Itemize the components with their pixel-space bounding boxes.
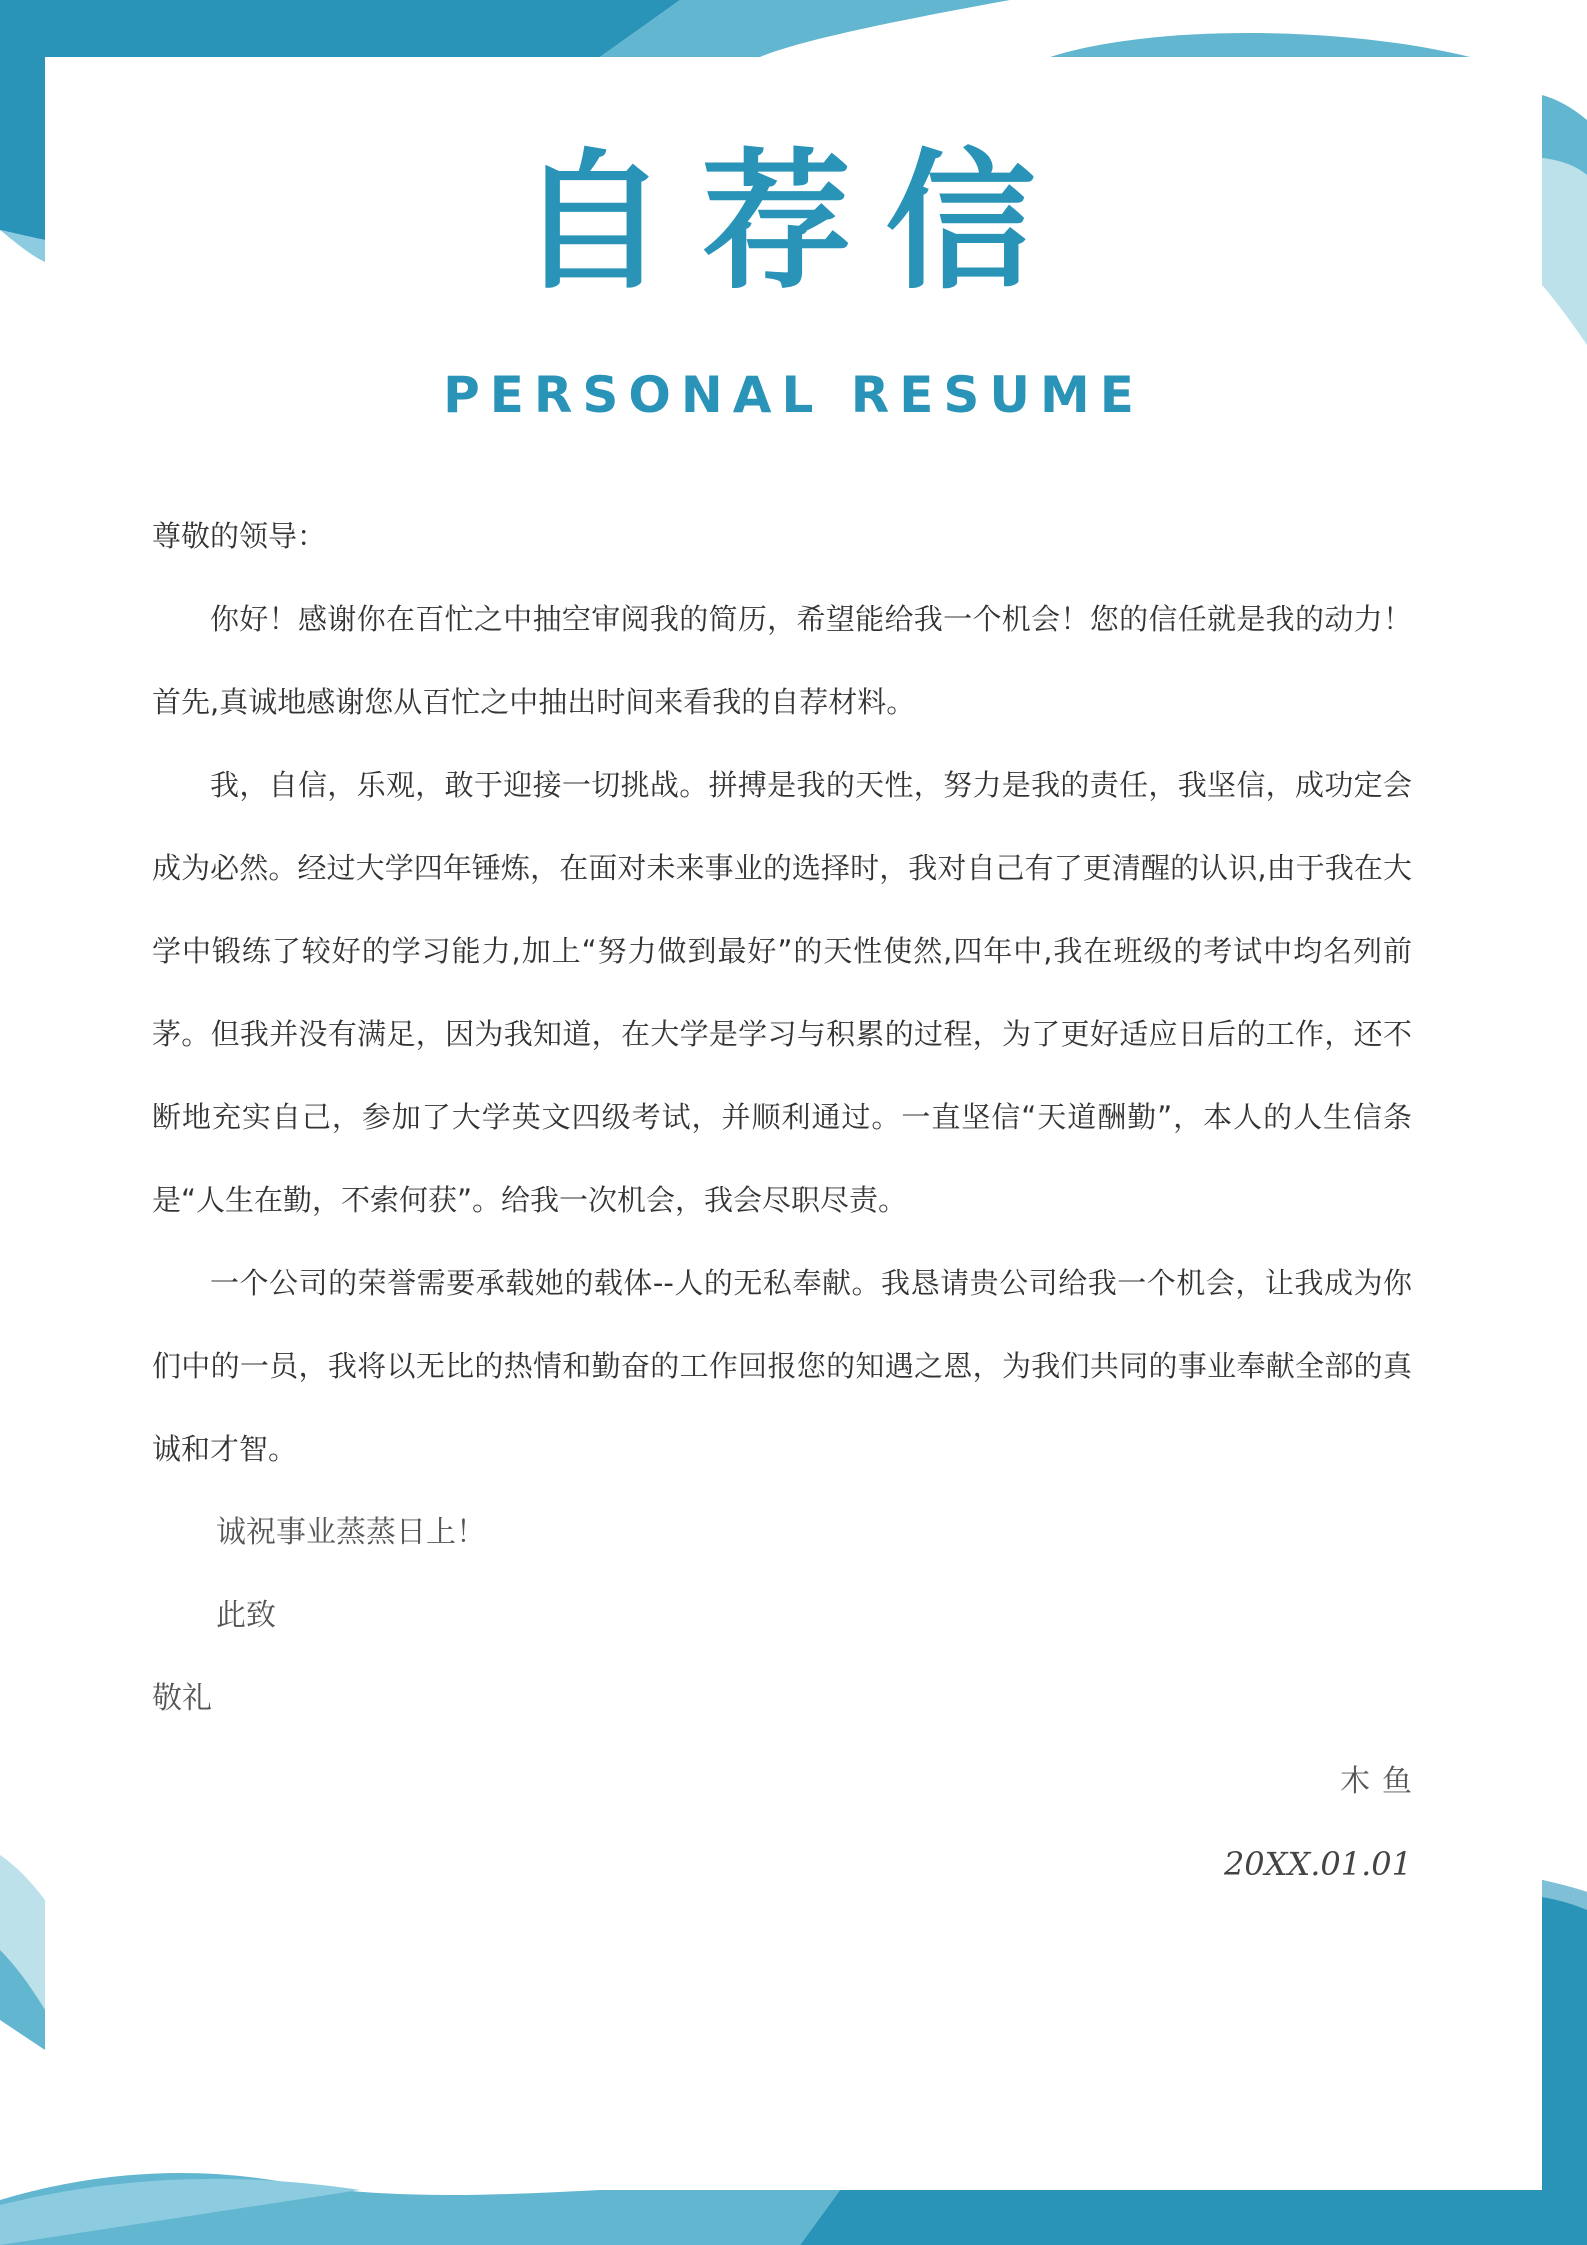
- signature-line: [152, 1740, 1424, 1823]
- paragraph-1: 你好！感谢你在百忙之中抽空审阅我的简历，希望能给我一个机会！您的信任就是我的动力！首先,真诚地感谢您从百忙之中抽出时间来看我的自荐材料。: [152, 602, 1412, 719]
- closing-greeting-2: 敬礼: [152, 1681, 212, 1716]
- closing-wish: 诚祝事业蒸蒸日上！: [216, 1515, 486, 1550]
- paragraph-3: 一个公司的荣誉需要承载她的载体--人的无私奉献。我恳请贵公司给我一个机会，让我成为你们中的一员，我将以无比的热情和勤奋的工作回报您的知遇之恩，为我们共同的事业奉献全部的真诚和才智。: [152, 1266, 1412, 1466]
- salutation: 尊敬的领导：: [152, 519, 327, 553]
- page-title: 自荐信: [517, 136, 1070, 310]
- paragraph-2: 我，自信，乐观，敢于迎接一切挑战。拼搏是我的天性，努力是我的责任，我坚信，成功定会成为必然。经过大学四年锤炼，在面对未来事业的选择时，我对自己有了更清醒的认识,由于我在大学中锻练了较好的学习能力,加上“努力做到最好”的天性使然,四年中,我在班级的考试中均名列前茅。但我并没有满足，因为我知道，在大学是学习与积累的过程，为了更好适应日后的工作，还不断地充实自己，参加了大学英文四级考试，并顺利通过。一直坚信“天道酬勤”，本人的人生信条是“人生在勤，不索何获”。给我一次机会，我会尽职尽责。: [152, 768, 1412, 1217]
- page-subtitle: PERSONAL RESUME: [443, 366, 1144, 424]
- closing-greeting-1: 此致: [216, 1598, 276, 1633]
- letter-body: [152, 495, 1424, 1906]
- signature-name: 木鱼: [1340, 1764, 1424, 1799]
- letter-date: 20XX.01.01: [1223, 1845, 1412, 1883]
